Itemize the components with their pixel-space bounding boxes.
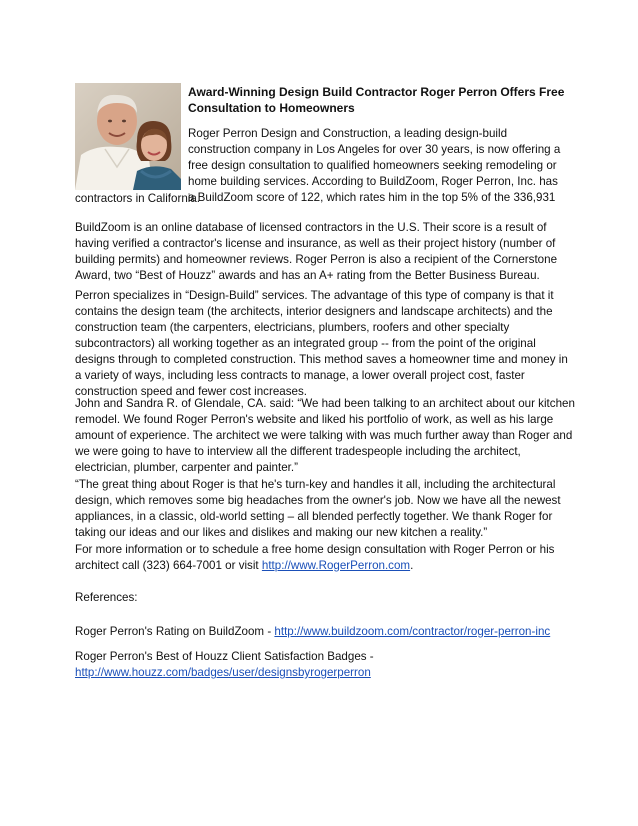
intro-line: free design consultation to qualified homeowners seeking remodeling or [188, 159, 557, 172]
intro-line: home building services. According to BuildZoom, Roger Perron, Inc. has [188, 175, 558, 188]
contact-text: For more information or to schedule a free home design consultation with Roger Perron or his architect call (323) 664-7001 or visit [75, 543, 555, 572]
contact-paragraph [75, 542, 575, 574]
intro-line: Roger Perron Design and Construction, a leading design-build [188, 127, 508, 140]
buildzoom-link[interactable]: http://www.buildzoom.com/contractor/roger-perron-inc [274, 625, 551, 638]
intro-continuation: contractors in California. [75, 192, 201, 205]
buildzoom-paragraph: BuildZoom is an online database of licensed contractors in the U.S. Their score is a result of having verified a contractor's license and insurance, as well as their project history (number of building permits) and homeowner reviews. Roger Perron is also a recipient of the Cornerstone Award, two “Best of Houzz” awards and has an A+ rating from the Better Business Bureau. [75, 221, 558, 282]
references-heading: References: [75, 591, 138, 604]
portrait-image [75, 83, 181, 190]
intro-line: a BuildZoom score of 122, which rates him in the top 5% of the 336,931 [188, 191, 556, 204]
website-link[interactable]: http://www.RogerPerron.com [261, 559, 411, 572]
testimonial-paragraph-1: John and Sandra R. of Glendale, CA. said: “We had been talking to an architect about our kitchen remodel. We found Roger Perron's website and liked his portfolio of work, as well as his large amount of experience. The architect we were talking with was much further away than Roger and we were going to have to interview all the different tradespeople including the architect, electrician, plumber, carpenter and painter.” [75, 397, 575, 474]
design-build-paragraph: Perron specializes in “Design-Build” services. The advantage of this type of company is that it contains the design team (the architects, interior designers and landscape architects) and the construction team (the carpenters, electricians, plumbers, roofers and other specialty subcontractors) all working together as an integrated group -- from the point of the original designs through to completed construction. This method saves a homeowner time and money in a variety of ways, including less contracts to manage, a lower overall project cost, faster construction speed and fewer cost increases. [75, 289, 568, 398]
intro-line: construction company in Los Angeles for over 30 years, is now offering a [188, 143, 561, 156]
reference-houzz [75, 649, 575, 681]
portrait-photo [75, 83, 181, 190]
reference-buildzoom [75, 624, 575, 640]
testimonial-paragraph-2: “The great thing about Roger is that he's turn-key and handles it all, including the architectural design, which removes some big headaches from the owner's job. Now we have all the newest appliances, in a classic, old-world setting – all blended perfectly together. We thank Roger for taking our ideas and our likes and dislikes and making our new kitchen a reality.” [75, 478, 561, 539]
houzz-link[interactable]: http://www.houzz.com/badges/user/designsbyrogerperron [75, 666, 371, 679]
reference-houzz-text: Roger Perron's Best of Houzz Client Satisfaction Badges - [75, 650, 374, 663]
reference-buildzoom-text: Roger Perron's Rating on BuildZoom - [75, 625, 275, 638]
article-title: Award-Winning Design Build Contractor Roger Perron Offers Free Consultation to Homeowners [188, 85, 565, 115]
contact-tail: . [410, 559, 414, 572]
